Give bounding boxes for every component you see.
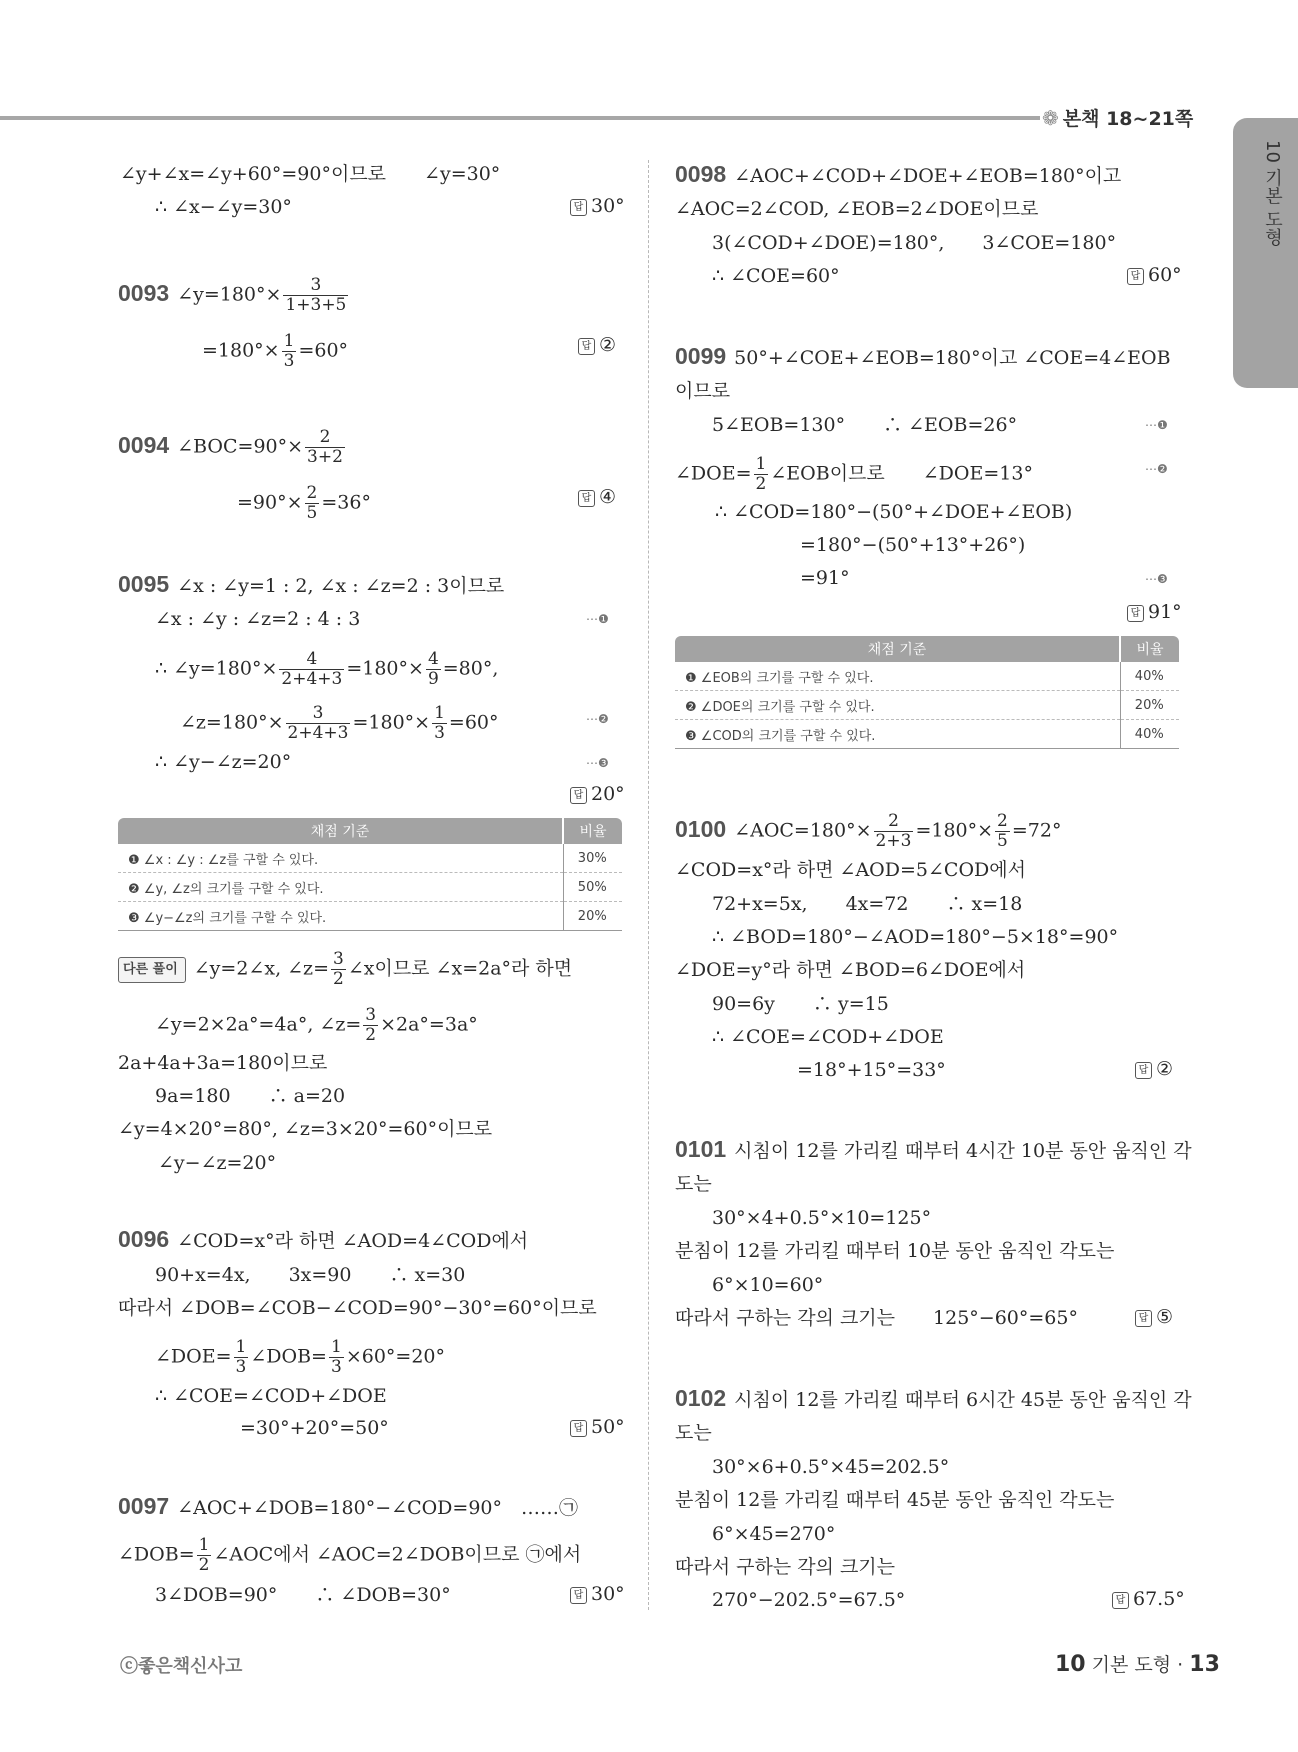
p98-line2: ∠AOC=2∠COD, ∠EOB=2∠DOE이므로 [675, 198, 1039, 220]
step-marker-2: ⋯❷ [586, 712, 609, 726]
alt-solution-line4: 9a=180 ∴ a=20 [155, 1085, 346, 1107]
answer-icon: 답 [1135, 1062, 1152, 1079]
p95-line4: ∠z=180°× $\frac{3}{2+4+3}$ =180°× $\frac{1}{3}$ =60° [180, 703, 499, 743]
problem-number: 0096 [118, 1226, 170, 1252]
answer-0095: 답 20° [570, 783, 625, 805]
problem-0099: 0099 50°+∠COE+∠EOB=180°이고 ∠COE=4∠EOB [675, 343, 1171, 369]
problem-number: 0101 [675, 1136, 727, 1162]
step-marker-1: ⋯❶ [1145, 418, 1168, 432]
p102-line2: 도는 [675, 1422, 712, 1444]
answer-icon: 답 [570, 1587, 587, 1604]
answer-0099: 답 91° [1127, 601, 1182, 623]
problem-number: 0097 [118, 1493, 170, 1519]
p102-line7: 270°−202.5°=67.5° [712, 1589, 906, 1611]
p92-line1: ∠y+∠x=∠y+60°=90°이므로 ∠y=30° [120, 163, 501, 185]
problem-number: 0100 [675, 815, 727, 842]
step-marker-3: ⋯❸ [1145, 572, 1168, 586]
p101-line5: 6°×10=60° [712, 1274, 824, 1296]
p102-line3: 30°×6+0.5°×45=202.5° [712, 1456, 950, 1478]
page-number: 13 [1189, 1652, 1220, 1677]
problem-number: 0093 [118, 279, 170, 306]
answer-icon: 답 [1127, 268, 1144, 285]
answer-0097: 답 30° [570, 1583, 625, 1605]
step-marker-1: ⋯❶ [586, 612, 609, 626]
p98-line3: 3(∠COD+∠DOE)=180°, 3∠COE=180° [712, 232, 1117, 254]
p102-line4: 분침이 12를 가리킬 때부터 45분 동안 움직인 각도는 [675, 1489, 1115, 1511]
answer-0094: 답 ④ [578, 486, 616, 508]
answer-icon: 답 [1127, 605, 1144, 622]
problem-0094: 0094 ∠BOC=90°× $\frac{2}{3+2}$ [118, 427, 343, 467]
p101-line6: 따라서 구하는 각의 크기는 125°−60°=65° [675, 1307, 1078, 1329]
answer-0098: 답 60° [1127, 264, 1182, 286]
answer-icon: 답 [570, 199, 587, 216]
chapter-tab: 10 기본 도형 [1233, 118, 1298, 388]
scoring-table-0095: 채점 기준 비율 ❶ ∠x : ∠y : ∠z를 구할 수 있다. 30% ❷ ∠y, ∠z의 크기를 구할 수 있다. 50% ❸ ∠y−∠z의 크기를 구할 수 있다. 20% [118, 818, 622, 931]
problem-number: 0102 [675, 1385, 727, 1411]
answer-icon: 답 [570, 787, 587, 804]
problem-0096: 0096 ∠COD=x°라 하면 ∠AOD=4∠COD에서 [118, 1226, 529, 1252]
p100-line5: ∠DOE=y°라 하면 ∠BOD=6∠DOE에서 [675, 959, 1026, 981]
p96-line2: 90+x=4x, 3x=90 ∴ x=30 [155, 1264, 466, 1286]
p96-line4: ∠DOE= $\frac{1}{3}$ ∠DOB= $\frac{1}{3}$ ×60°=20° [155, 1337, 446, 1377]
problem-0101: 0101 시침이 12를 가리킬 때부터 4시간 10분 동안 움직인 각 [675, 1136, 1192, 1162]
answer-0102: 답 67.5° [1112, 1588, 1185, 1610]
problem-number: 0099 [675, 343, 727, 369]
p99-line4: ∠DOE= $\frac{1}{2}$ ∠EOB이므로 ∠DOE=13° [675, 454, 1033, 494]
p98-line4: ∴ ∠COE=60° [712, 265, 840, 287]
flower-icon: ❁ [1042, 106, 1059, 130]
alt-solution-line3: 2a+4a+3a=180이므로 [118, 1052, 328, 1074]
p96-line6: =30°+20°=50° [240, 1417, 389, 1439]
scoring-table-0099: 채점 기준 비율 ❶ ∠EOB의 크기를 구할 수 있다. 40% ❷ ∠DOE의 크기를 구할 수 있다. 20% ❸ ∠COD의 크기를 구할 수 있다. 40% [675, 636, 1179, 749]
alt-solution-badge: 다른 풀이 [118, 957, 186, 983]
p94-line2: =90°× $\frac{2}{5}$ =36° [237, 483, 371, 523]
p100-line3: 72+x=5x, 4x=72 ∴ x=18 [712, 893, 1023, 915]
p99-line2: 이므로 [675, 380, 731, 402]
section-reference: ❁ 본책 18~21쪽 [1042, 106, 1194, 130]
p100-line7: ∴ ∠COE=∠COD+∠DOE [712, 1026, 944, 1048]
problem-0100: 0100 ∠AOC=180°× $\frac{2}{2+3}$ =180°× $\frac{2}{5}$ =72° [675, 811, 1062, 851]
answer-icon: 답 [1135, 1310, 1152, 1327]
problem-number: 0098 [675, 161, 727, 187]
p100-line8: =18°+15°=33° [797, 1059, 946, 1081]
answer-0101: 답 ⑤ [1135, 1306, 1173, 1328]
step-marker-3: ⋯❸ [586, 756, 609, 770]
publisher-logo: ⓒ좋은책신사고 [120, 1656, 243, 1677]
p95-line2: ∠x : ∠y : ∠z=2 : 4 : 3 [155, 608, 361, 630]
problem-0102: 0102 시침이 12를 가리킬 때부터 6시간 45분 동안 움직인 각 [675, 1385, 1192, 1411]
problem-number: 0095 [118, 571, 170, 597]
p102-line5: 6°×45=270° [712, 1523, 836, 1545]
problem-number: 0094 [118, 431, 170, 458]
p101-line2: 도는 [675, 1173, 712, 1195]
alt-solution-line6: ∠y−∠z=20° [158, 1152, 277, 1174]
problem-0095: 0095 ∠x : ∠y=1 : 2, ∠x : ∠z=2 : 3이므로 [118, 571, 505, 597]
answer-0093: 답 ② [578, 334, 616, 356]
step-marker-2: ⋯❷ [1145, 462, 1168, 476]
answer-icon: 답 [1112, 1592, 1129, 1609]
page-footer: 10 기본 도형 · 13 [1055, 1652, 1220, 1677]
alt-solution-line5: ∠y=4×20°=80°, ∠z=3×20°=60°이므로 [118, 1118, 493, 1140]
p92-line2: ∴ ∠x−∠y=30° [155, 196, 292, 218]
p99-line5: ∴ ∠COD=180°−(50°+∠DOE+∠EOB) [715, 501, 1073, 523]
header-rule [0, 116, 1040, 120]
p96-line5: ∴ ∠COE=∠COD+∠DOE [155, 1385, 387, 1407]
p100-line2: ∠COD=x°라 하면 ∠AOD=5∠COD에서 [675, 859, 1026, 881]
p93-line2: =180°× $\frac{1}{3}$ =60° [202, 331, 349, 371]
problem-0098: 0098 ∠AOC+∠COD+∠DOE+∠EOB=180°이고 [675, 161, 1122, 187]
p99-line3: 5∠EOB=130° ∴ ∠EOB=26° [712, 414, 1018, 436]
p99-line6: =180°−(50°+13°+26°) [800, 534, 1026, 556]
p96-line3: 따라서 ∠DOB=∠COB−∠COD=90°−30°=60°이므로 [118, 1297, 597, 1319]
alt-solution-line2: ∠y=2×2a°=4a°, ∠z= $\frac{3}{2}$ ×2a°=3a° [155, 1005, 478, 1045]
column-divider [648, 160, 649, 1610]
answer-icon: 답 [570, 1420, 587, 1437]
p102-line6: 따라서 구하는 각의 크기는 [675, 1556, 896, 1578]
p101-line4: 분침이 12를 가리킬 때부터 10분 동안 움직인 각도는 [675, 1240, 1115, 1262]
chapter-name: 기본 도형 [1091, 1654, 1172, 1676]
p95-line5: ∴ ∠y−∠z=20° [155, 751, 292, 773]
answer-0092: 답 30° [570, 195, 625, 217]
answer-0100: 답 ② [1135, 1058, 1173, 1080]
p97-line2: ∠DOB= $\frac{1}{2}$ ∠AOC에서 ∠AOC=2∠DOB이므로 ㉠에서 [118, 1535, 582, 1575]
problem-0097: 0097 ∠AOC+∠DOB=180°−∠COD=90° ……㉠ [118, 1493, 579, 1519]
problem-0093: 0093 ∠y=180°× $\frac{3}{1+3+5}$ [118, 275, 347, 315]
answer-icon: 답 [578, 490, 595, 507]
p95-line3: ∴ ∠y=180°× $\frac{4}{2+4+3}$ =180°× $\frac{4}{9}$ =80°, [155, 649, 499, 689]
p100-line6: 90=6y ∴ y=15 [712, 993, 889, 1015]
chapter-number: 10 [1055, 1652, 1086, 1677]
p97-line3: 3∠DOB=90° ∴ ∠DOB=30° [155, 1584, 451, 1606]
p99-line7: =91° [800, 567, 850, 589]
answer-0096: 답 50° [570, 1416, 625, 1438]
p101-line3: 30°×4+0.5°×10=125° [712, 1207, 932, 1229]
p100-line4: ∴ ∠BOD=180°−∠AOD=180°−5×18°=90° [712, 926, 1119, 948]
alt-solution-line1: 다른 풀이 ∠y=2∠x, ∠z= $\frac{3}{2}$ ∠x이므로 ∠x=2a°라 하면 [118, 950, 572, 989]
answer-icon: 답 [578, 338, 595, 355]
